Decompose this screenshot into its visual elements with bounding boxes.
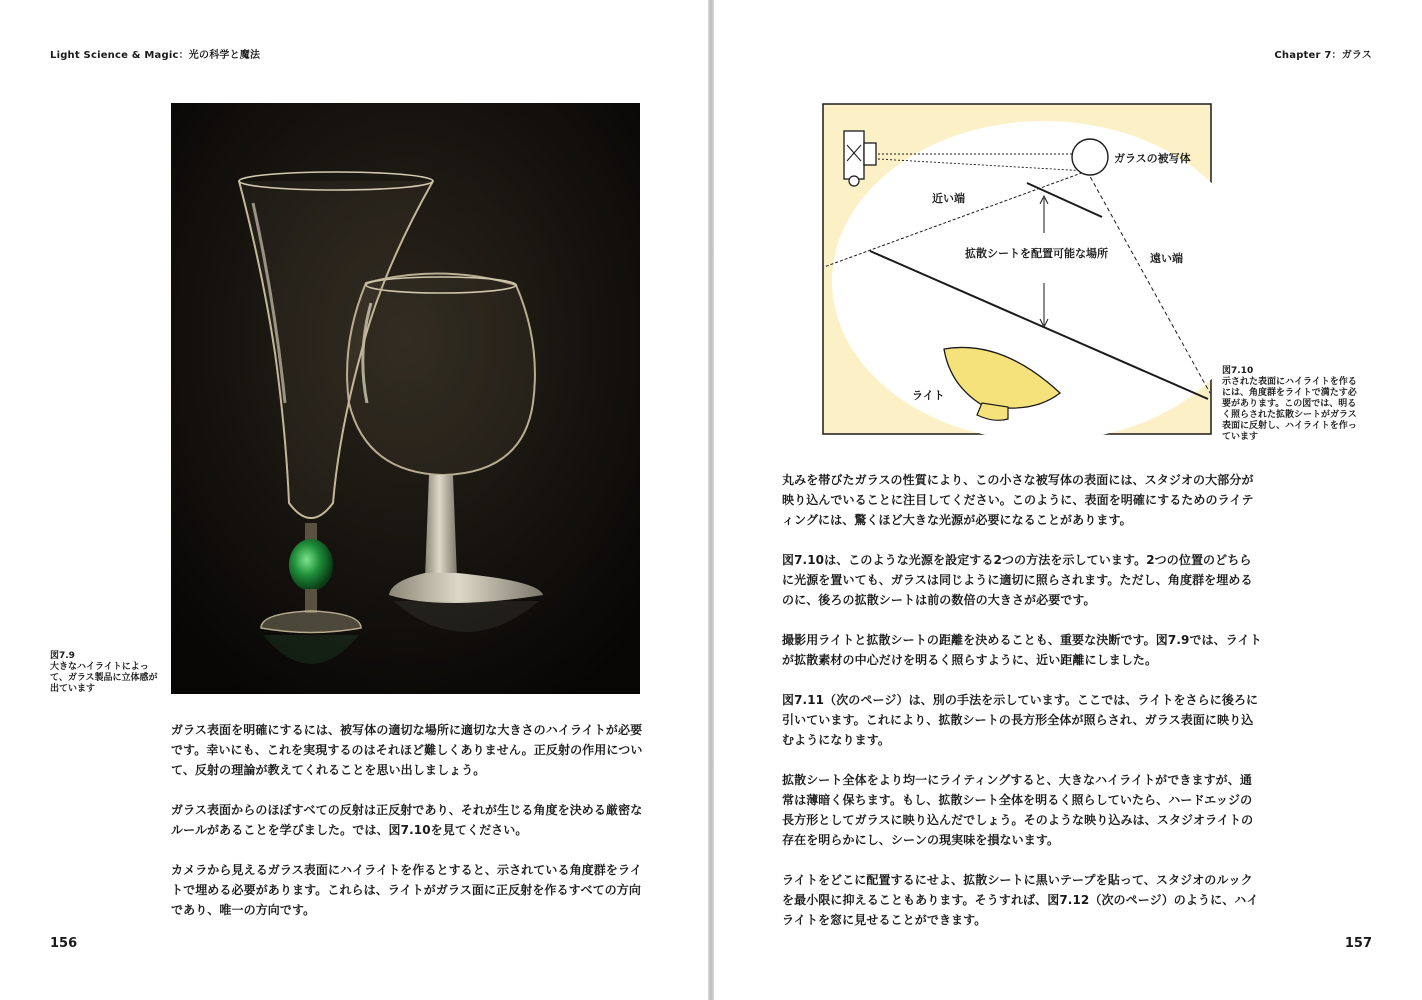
label-diffusion-area: 拡散シートを配置可能な場所 (965, 247, 1108, 260)
body-text-left (171, 720, 643, 940)
paragraph: ガラス表面からのほぼすべての反射は正反射であり、それが生じる角度を決める厳密なルールがあることを学びました。では、図7.10を見てください。 (171, 803, 643, 837)
figure-caption-7-9 (50, 651, 158, 695)
lighting-diagram (822, 103, 1212, 435)
paragraph: 拡散シート全体をより均一にライティングすると、大きなハイライトができますが、通常は薄暗く保ちます。もし、拡散シート全体を明るく照らしていたら、ハードエッジの長方形としてガラスに映り込んだでしょう。そのような映り込みは、スタジオライトの存在を明らかにし、シーンの現実味を損ないます。 (782, 773, 1254, 847)
paragraph: ガラス表面を明確にするには、被写体の適切な場所に適切な大きさのハイライトが必要です。幸いにも、これを実現するのはそれほど難しくありません。正反射の作用について、反射の理論が教えてくれることを思い出しましょう。 (171, 723, 643, 777)
paragraph: カメラから見えるガラス表面にハイライトを作るとすると、示されている角度群をライトで埋める必要があります。これらは、ライトがガラス面に正反射を作るすべての方向であり、唯一の方向です。 (171, 863, 642, 917)
figure-label: 図7.10 (1222, 366, 1254, 376)
running-head-left: Light Science & Magic：光の科学と魔法 (50, 50, 261, 61)
body-text-right (782, 470, 1262, 950)
figure-caption-7-10 (1222, 366, 1364, 443)
label-subject: ガラスの被写体 (1114, 152, 1191, 165)
glassware-photo (171, 103, 640, 694)
paragraph: 図7.11（次のページ）は、別の手法を示しています。ここでは、ライトをさらに後ろに引いています。これにより、拡散シートの長方形全体が照らされ、ガラス表面に映り込むようになります。 (782, 693, 1259, 747)
figure-label: 図7.9 (50, 651, 75, 661)
label-far-end: 遠い端 (1150, 252, 1183, 265)
paragraph: 撮影用ライトと拡散シートの距離を決めることも、重要な決断です。図7.9では、ライトが拡散素材の中心だけを明るく照らすように、近い距離にしました。 (782, 633, 1262, 667)
left-page (0, 0, 708, 1000)
paragraph: ライトをどこに配置するにせよ、拡散シートに黒いテープを貼って、スタジオのルックを最小限に抑えることもあります。そうすれば、図7.12（次のページ）のように、ハイライトを窓に見せることができます。 (782, 873, 1259, 927)
page-number-left: 156 (50, 936, 78, 951)
right-page (714, 0, 1422, 1000)
figure-caption-text: 示された表面にハイライトを作るには、角度群をライトで満たす必要があります。この図では、明るく照らされた拡散シートがガラス表面に反射し、ハイライトを作っています (1222, 377, 1357, 442)
figure-caption-text: 大きなハイライトによって、ガラス製品に立体感が出ています (50, 662, 158, 694)
label-light: ライト (912, 389, 945, 402)
paragraph: 図7.10は、このような光源を設定する2つの方法を示しています。2つの位置のどちらに光源を置いても、ガラスは同じように適切に照らされます。ただし、角度群を埋めるのに、後ろの拡散シートは前の数倍の大きさが必要です。 (782, 553, 1253, 607)
glass-subject-icon (1072, 139, 1108, 175)
paragraph: 丸みを帯びたガラスの性質により、この小さな被写体の表面には、スタジオの大部分が映り込んでいることに注目してください。このように、表面を明確にするためのライティングには、驚くほど大きな光源が必要になることがあります。 (782, 473, 1254, 527)
label-near-end: 近い端 (932, 192, 965, 205)
running-head-right: Chapter 7：ガラス (1274, 50, 1372, 61)
page-number-right: 157 (1344, 936, 1372, 951)
